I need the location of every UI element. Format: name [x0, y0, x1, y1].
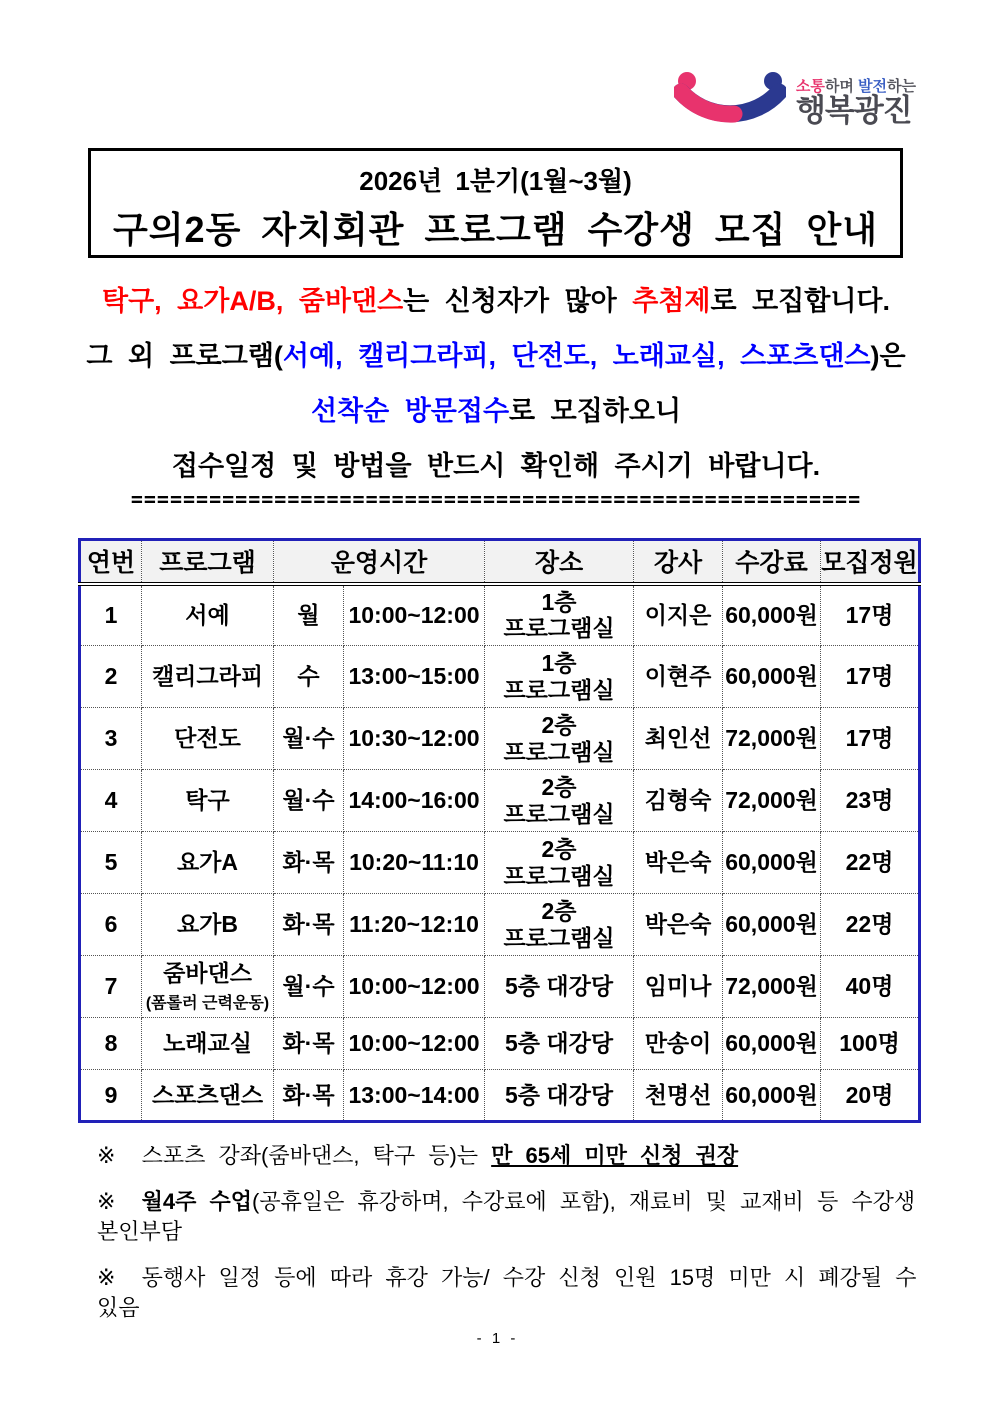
- cell-text: 2층: [541, 712, 577, 739]
- cell-text: 박은숙: [644, 849, 712, 876]
- cell-text: 5층 대강당: [504, 973, 614, 1000]
- cell-capacity: [821, 1018, 920, 1070]
- table-header-row: [80, 540, 920, 584]
- cell-text: 이지은: [644, 602, 712, 629]
- header-place: 장소: [485, 540, 634, 584]
- cell-text: 탁구: [185, 787, 230, 814]
- title-box: [88, 148, 903, 258]
- cell-text: 요가A: [176, 849, 239, 876]
- cell-text: 13:00~14:00: [348, 1081, 480, 1108]
- cell-text: 김형숙: [644, 787, 712, 814]
- cell-text: 2: [104, 663, 118, 690]
- text-segment: 접수일정 및 방법을 반드시 확인해 주시기 바랍니다.: [171, 451, 821, 481]
- cell-text: 노래교실: [163, 1030, 252, 1057]
- cell-text: 임미나: [644, 973, 712, 1000]
- cell-program: [142, 1070, 274, 1122]
- cell-days: [274, 1070, 344, 1122]
- cell-text: 월·수: [282, 725, 335, 752]
- table-row: [80, 956, 920, 1018]
- cell-place: [485, 770, 634, 832]
- table-row: [80, 894, 920, 956]
- intro-line-3: [0, 393, 992, 430]
- cell-text: 5층 대강당: [504, 1030, 614, 1057]
- cell-text: 10:00~12:00: [348, 1030, 480, 1057]
- cell-text: (폼롤러 근력운동): [145, 994, 270, 1012]
- cell-place: [485, 832, 634, 894]
- cell-no: [80, 646, 142, 708]
- page-title: 구의2동 자치회관 프로그램 수강생 모집 안내: [113, 209, 878, 250]
- cell-text: 1: [104, 602, 118, 629]
- cell-text: 5층 대강당: [504, 1081, 614, 1108]
- cell-text: 프로그램실: [503, 800, 615, 827]
- cell-text: 프로그램실: [503, 676, 615, 703]
- cell-text: 화·목: [282, 1081, 335, 1108]
- cell-time: [344, 832, 485, 894]
- cell-capacity: [821, 770, 920, 832]
- cell-time: [344, 770, 485, 832]
- cell-instructor: [634, 956, 723, 1018]
- cell-fee: [723, 584, 821, 646]
- cell-text: 9: [104, 1081, 118, 1108]
- cell-text: 서예: [185, 602, 230, 629]
- text-segment: 추첨제: [632, 286, 711, 316]
- table-row: [80, 1018, 920, 1070]
- cell-no: [80, 770, 142, 832]
- cell-instructor: [634, 646, 723, 708]
- cell-text: 1층: [541, 588, 577, 615]
- note: [97, 1187, 927, 1247]
- cell-time: [344, 956, 485, 1018]
- cell-instructor: [634, 1070, 723, 1122]
- cell-instructor: [634, 770, 723, 832]
- text-segment: ※ 동행사 일정 등에 따라 휴강 가능/ 수강 신청 인원 15명 미만 시 폐강될 수 있음: [97, 1265, 930, 1320]
- cell-fee: [723, 1070, 821, 1122]
- cell-text: 72,000원: [725, 725, 818, 752]
- cell-capacity: [821, 956, 920, 1018]
- cell-fee: [723, 1018, 821, 1070]
- cell-capacity: [821, 832, 920, 894]
- cell-text: 22명: [845, 911, 894, 938]
- cell-text: 프로그램실: [503, 738, 615, 765]
- cell-days: [274, 956, 344, 1018]
- intro-line-4: [0, 448, 992, 485]
- cell-capacity: [821, 894, 920, 956]
- cell-text: 5: [104, 849, 118, 876]
- table-row: [80, 646, 920, 708]
- intro-line-1: [0, 283, 992, 320]
- header-instructor: 강사: [634, 540, 723, 584]
- cell-text: 17명: [845, 725, 894, 752]
- cell-place: [485, 584, 634, 646]
- text-segment: 그 외 프로그램(: [86, 341, 283, 371]
- intro-text: [0, 283, 992, 503]
- cell-text: 7: [104, 973, 118, 1000]
- cell-place: [485, 956, 634, 1018]
- equals-divider: ========================================================: [130, 487, 862, 511]
- cell-text: 11:20~12:10: [349, 911, 479, 938]
- text-segment: 로 모집합니다.: [710, 286, 890, 316]
- program-table: [78, 538, 921, 1123]
- cell-fee: [723, 894, 821, 956]
- cell-text: 14:00~16:00: [348, 787, 480, 814]
- cell-text: 프로그램실: [503, 924, 615, 951]
- cell-text: 프로그램실: [503, 615, 615, 642]
- table-row: [80, 584, 920, 646]
- cell-time: [344, 1070, 485, 1122]
- cell-text: 10:20~11:10: [349, 849, 479, 876]
- cell-no: [80, 894, 142, 956]
- cell-instructor: [634, 1018, 723, 1070]
- cell-text: 6: [104, 911, 118, 938]
- header-no: 연번: [80, 540, 142, 584]
- text-segment: 월4주 수업: [141, 1189, 253, 1214]
- cell-text: 화·목: [282, 1030, 335, 1057]
- cell-text: 프로그램실: [503, 862, 615, 889]
- cell-days: [274, 894, 344, 956]
- cell-text: 월: [297, 602, 320, 629]
- cell-days: [274, 708, 344, 770]
- text-segment: ※ 스포츠 강좌(줌바댄스, 탁구 등)는: [97, 1143, 492, 1168]
- text-segment: 소통: [795, 77, 825, 95]
- cell-instructor: [634, 894, 723, 956]
- cell-text: 17명: [845, 663, 894, 690]
- logo-text: [796, 79, 916, 127]
- cell-text: 월·수: [282, 973, 335, 1000]
- cell-text: 화·목: [282, 911, 335, 938]
- cell-days: [274, 1018, 344, 1070]
- text-segment: 만 65세 미만 신청 권장: [491, 1143, 739, 1168]
- cell-text: 단전도: [174, 725, 241, 752]
- cell-days: [274, 832, 344, 894]
- cell-text: 60,000원: [725, 1081, 818, 1108]
- cell-fee: [723, 708, 821, 770]
- cell-text: 10:00~12:00: [348, 602, 480, 629]
- cell-text: 60,000원: [725, 911, 818, 938]
- cell-days: [274, 584, 344, 646]
- cell-text: 2층: [541, 836, 577, 863]
- cell-fee: [723, 832, 821, 894]
- cell-text: 72,000원: [725, 973, 818, 1000]
- text-segment: 탁구, 요가A/B, 줌바댄스: [102, 286, 404, 316]
- cell-text: 60,000원: [725, 849, 818, 876]
- cell-no: [80, 1070, 142, 1122]
- cell-text: 23명: [845, 787, 894, 814]
- cell-text: 72,000원: [725, 787, 818, 814]
- table-row: [80, 770, 920, 832]
- cell-text: 요가B: [176, 911, 239, 938]
- cell-text: 60,000원: [725, 663, 818, 690]
- cell-text: 박은숙: [644, 911, 712, 938]
- table-row: [80, 832, 920, 894]
- note: [97, 1263, 930, 1323]
- cell-text: 천명선: [644, 1081, 712, 1108]
- table-row: [80, 708, 920, 770]
- header-time: 운영시간: [274, 540, 485, 584]
- text-segment: 로 모집하오니: [509, 396, 682, 426]
- cell-text: 수: [297, 663, 320, 690]
- cell-time: [344, 1018, 485, 1070]
- cell-text: 60,000원: [725, 602, 818, 629]
- cell-text: 3: [104, 725, 118, 752]
- cell-text: 40명: [845, 973, 894, 1000]
- text-segment: 는 신청자가 많아: [403, 286, 633, 316]
- cell-text: 월·수: [282, 787, 335, 814]
- cell-program: [142, 832, 274, 894]
- cell-place: [485, 894, 634, 956]
- cell-no: [80, 956, 142, 1018]
- cell-place: [485, 708, 634, 770]
- cell-place: [485, 646, 634, 708]
- cell-text: 1층: [541, 650, 577, 677]
- cell-capacity: [821, 584, 920, 646]
- happy-gwangjin-logo: [674, 70, 916, 136]
- text-segment: 발전: [858, 77, 888, 95]
- cell-text: 줌바댄스: [163, 960, 252, 987]
- cell-text: 2층: [541, 898, 577, 925]
- cell-no: [80, 1018, 142, 1070]
- header-program: 프로그램: [142, 540, 274, 584]
- cell-program: [142, 584, 274, 646]
- cell-instructor: [634, 708, 723, 770]
- cell-text: 100명: [839, 1030, 900, 1057]
- cell-text: 캘리그라피: [151, 663, 264, 690]
- page-number: - 1 -: [476, 1330, 516, 1347]
- cell-program: [142, 770, 274, 832]
- cell-text: 10:00~12:00: [348, 973, 480, 1000]
- footnotes: [97, 1141, 930, 1339]
- text-segment: 서예, 캘리그라피, 단전도, 노래교실, 스포츠댄스: [282, 341, 871, 371]
- cell-text: 화·목: [282, 849, 335, 876]
- cell-text: 4: [104, 787, 118, 814]
- cell-capacity: [821, 646, 920, 708]
- text-segment: 선착순 방문접수: [310, 396, 510, 426]
- cell-place: [485, 1070, 634, 1122]
- cell-time: [344, 894, 485, 956]
- cell-program: [142, 708, 274, 770]
- cell-capacity: [821, 1070, 920, 1122]
- smile-logo-icon: [674, 70, 786, 136]
- cell-text: 13:00~15:00: [348, 663, 480, 690]
- header-capacity: 모집정원: [821, 540, 920, 584]
- header-fee: 수강료: [723, 540, 821, 584]
- text-segment: (공휴일은 휴강하며, 수강료에 포함), 재료비 및 교재비 등 수강생 본인부담: [97, 1189, 929, 1244]
- cell-instructor: [634, 832, 723, 894]
- cell-fee: [723, 956, 821, 1018]
- cell-text: 10:30~12:00: [348, 725, 480, 752]
- cell-text: 최인선: [644, 725, 712, 752]
- cell-text: 22명: [845, 849, 894, 876]
- cell-program: [142, 646, 274, 708]
- cell-time: [344, 584, 485, 646]
- cell-time: [344, 646, 485, 708]
- cell-text: 2층: [541, 774, 577, 801]
- cell-text: 60,000원: [725, 1030, 818, 1057]
- cell-program: [142, 1018, 274, 1070]
- title-period: 2026년 1분기(1월~3월): [359, 166, 632, 196]
- cell-days: [274, 646, 344, 708]
- cell-no: [80, 832, 142, 894]
- cell-days: [274, 770, 344, 832]
- intro-line-2: [0, 338, 992, 375]
- cell-place: [485, 1018, 634, 1070]
- cell-text: 17명: [845, 602, 894, 629]
- cell-program: [142, 894, 274, 956]
- cell-text: 20명: [845, 1081, 894, 1108]
- text-segment: 하는: [887, 77, 916, 95]
- cell-capacity: [821, 708, 920, 770]
- cell-instructor: [634, 584, 723, 646]
- cell-time: [344, 708, 485, 770]
- cell-text: 이현주: [644, 663, 712, 690]
- cell-fee: [723, 646, 821, 708]
- logo-org-name: 행복광진: [795, 92, 912, 128]
- text-segment: )은: [870, 341, 906, 371]
- table-row: [80, 1070, 920, 1122]
- cell-text: 8: [104, 1030, 118, 1057]
- note: [97, 1141, 927, 1171]
- cell-no: [80, 584, 142, 646]
- cell-program: [142, 956, 274, 1018]
- cell-text: 스포츠댄스: [151, 1081, 264, 1108]
- cell-no: [80, 708, 142, 770]
- cell-text: 만송이: [644, 1030, 712, 1057]
- text-segment: ※: [97, 1189, 142, 1214]
- text-segment: 하며: [824, 77, 859, 95]
- cell-fee: [723, 770, 821, 832]
